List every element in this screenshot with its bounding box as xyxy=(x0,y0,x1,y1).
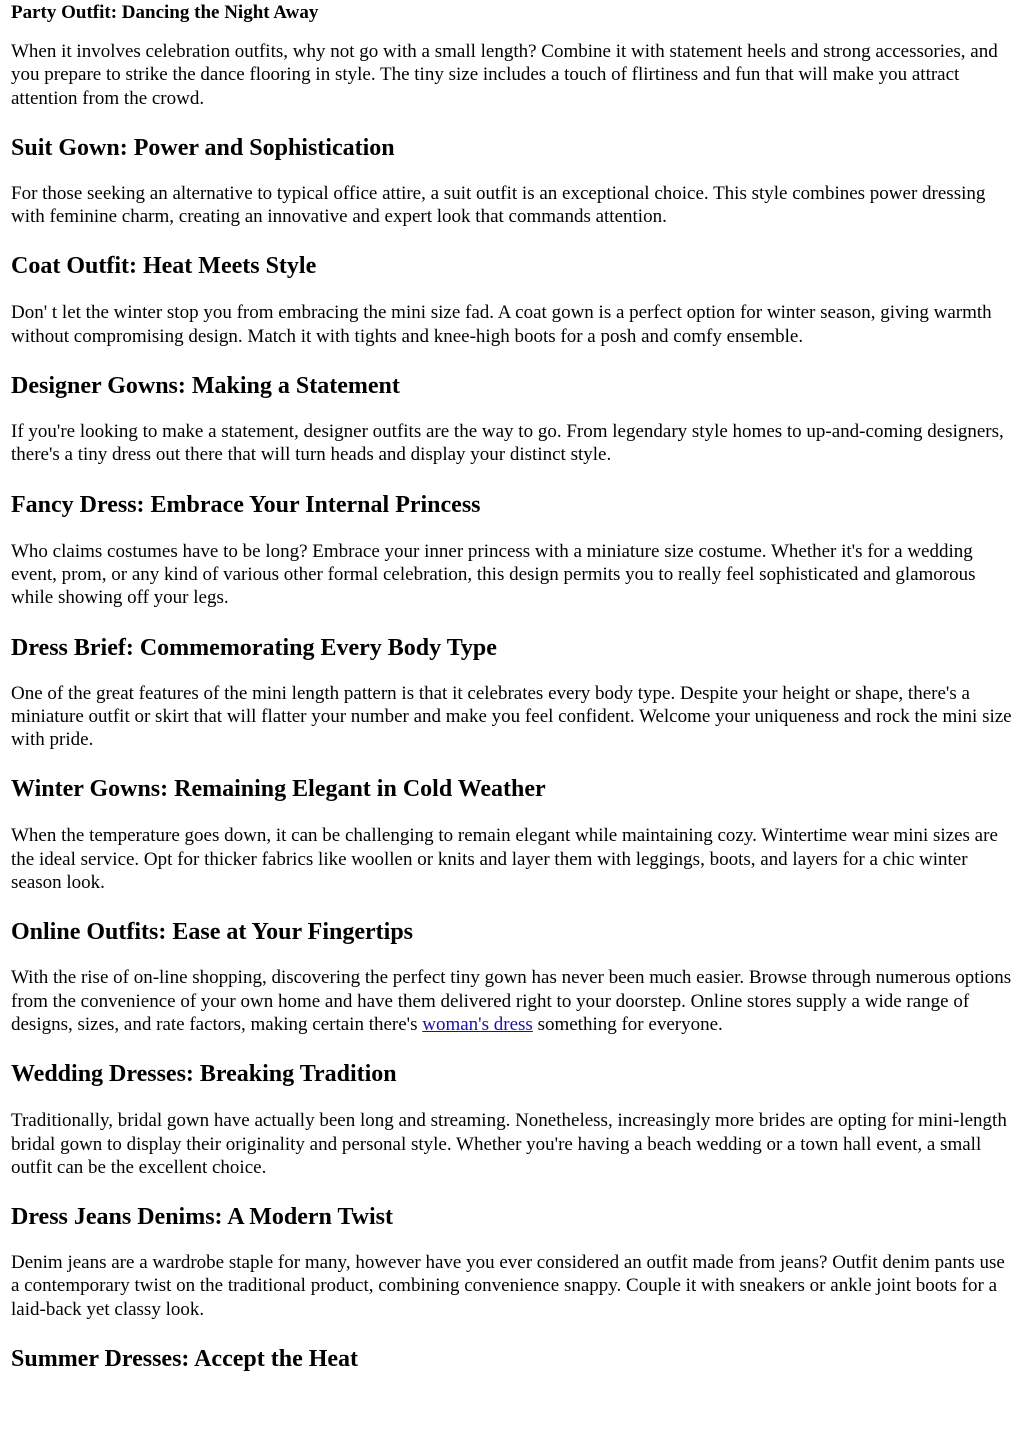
section-body-party-outfit: When it involves celebration outfits, why not go with a small length? Combine it with statement heels and strong accessories, and you prepare to strike the dance flooring in style. The tiny size includes a touch of flirtiness and fun that will make you attract attention from the crowd. xyxy=(11,41,998,109)
section-heading-wedding-dresses: Wedding Dresses: Breaking Tradition xyxy=(11,1061,397,1088)
body-text-after-link: something for everyone. xyxy=(532,1013,723,1035)
section-body-suit-gown: For those seeking an alternative to typical office attire, a suit outfit is an exceptional choice. This style combines power dressing with feminine charm, creating an innovative and expert look that commands attention. xyxy=(11,182,986,228)
section-heading-summer-dresses: Summer Dresses: Accept the Heat xyxy=(11,1346,359,1373)
section-heading-party-outfit: Party Outfit: Dancing the Night Away xyxy=(11,2,319,23)
section-heading-designer-gowns: Designer Gowns: Making a Statement xyxy=(11,373,400,400)
section-body-wedding-dresses: Traditionally, bridal gown have actually been long and streaming. Nonetheless, increasingly more brides are opting for mini-length bridal gown to display their originality and personal style. Whether you're having a beach wedding or a town hall event, a small outfit can be the excellent choice. xyxy=(11,1110,1007,1178)
body-text-before-link: With the rise of on-line shopping, discovering the perfect tiny gown has never been much easier. Browse through numerous options from the convenience of your own home and have them delivered right to your doorstep. Online stores supply a wide range of designs, sizes, and rate factors, making certain there's xyxy=(11,967,1012,1035)
section-heading-dress-brief: Dress Brief: Commemorating Every Body Type xyxy=(11,634,497,661)
section-heading-fancy-dress: Fancy Dress: Embrace Your Internal Princess xyxy=(11,491,481,518)
section-body-winter-gowns: When the temperature goes down, it can be challenging to remain elegant while maintaining cozy. Wintertime wear mini sizes are the ideal service. Opt for thicker fabrics like woollen or knits and layer them with leggings, boots, and layers for a chic winter season look. xyxy=(11,825,998,894)
section-heading-coat-outfit: Coat Outfit: Heat Meets Style xyxy=(11,253,317,280)
section-heading-winter-gowns: Winter Gowns: Remaining Elegant in Cold Weather xyxy=(11,776,546,803)
womans-dress-link[interactable]: woman's dress xyxy=(422,1013,533,1035)
section-body-fancy-dress: Who claims costumes have to be long? Embrace your inner princess with a miniature size costume. Whether it's for a wedding event, prom, or any kind of various other formal celebration, this design permits you to really feel sophisticated and glamorous while showing off your legs. xyxy=(11,540,976,609)
section-heading-online-outfits: Online Outfits: Ease at Your Fingertips xyxy=(11,919,414,946)
section-body-designer-gowns: If you're looking to make a statement, designer outfits are the way to go. From legendary style homes to up-and-coming designers, there's a tiny dress out there that will turn heads and display your distinct style. xyxy=(11,421,1004,466)
section-body-dress-brief: One of the great features of the mini length pattern is that it celebrates every body type. Despite your height or shape, there's a miniature outfit or skirt that will flatter your number and make you feel confident. Welcome your uniqueness and rock the mini size with pride. xyxy=(11,682,1012,751)
section-heading-dress-jeans: Dress Jeans Denims: A Modern Twist xyxy=(11,1204,394,1231)
section-body-dress-jeans: Denim jeans are a wardrobe staple for many, however have you ever considered an outfit made from jeans? Outfit denim pants use a contemporary twist on the traditional product, combining convenience snappy. Couple it with sneakers or ankle joint boots for a laid-back yet classy look. xyxy=(11,1252,1005,1320)
section-body-online-outfits xyxy=(11,966,1013,1036)
section-body-coat-outfit: Don' t let the winter stop you from embracing the mini size fad. A coat gown is a perfect option for winter season, giving warmth without compromising design. Match it with tights and knee-high boots for a posh and comfy ensemble. xyxy=(11,302,992,347)
section-heading-suit-gown: Suit Gown: Power and Sophistication xyxy=(11,134,395,161)
